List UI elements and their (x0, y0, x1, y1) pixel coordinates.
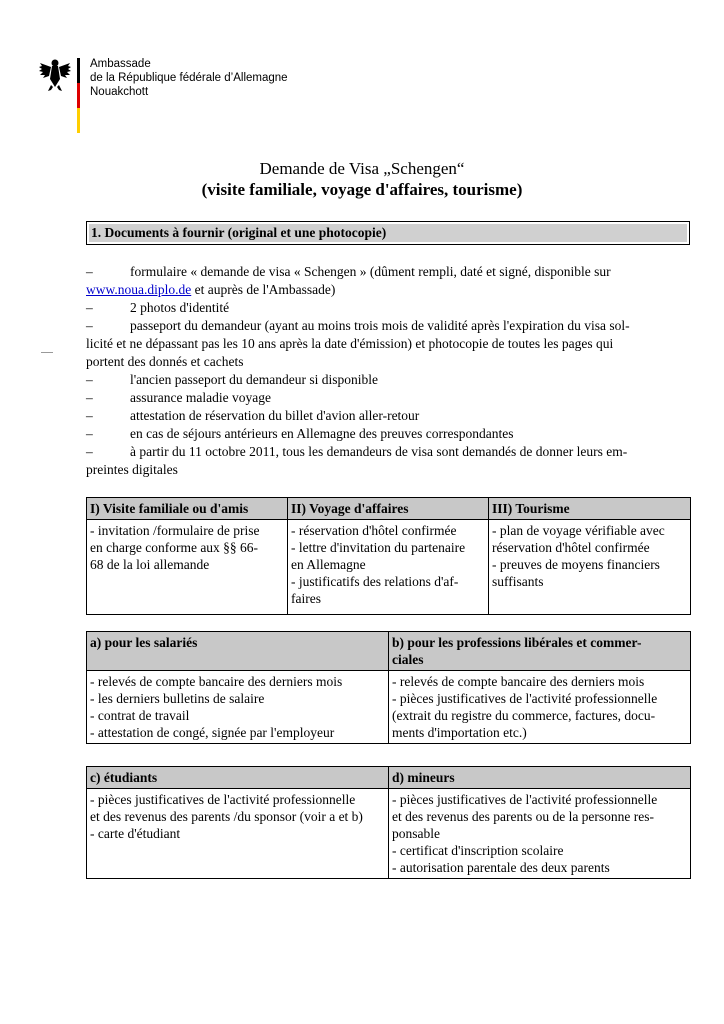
cell-line: - pièces justificatives de l'activité professionnelle (392, 691, 658, 706)
cell-line: - réservation d'hôtel confirmée (291, 523, 457, 538)
table-cell (87, 520, 288, 615)
cell-line: - carte d'étudiant (90, 826, 181, 841)
embassy-name (90, 57, 288, 99)
list-item-continued: preintes digitales (86, 462, 178, 477)
table-header-cell: a) pour les salariés (87, 632, 389, 671)
dash-bullet: – (86, 318, 93, 333)
dash-bullet: – (86, 408, 93, 423)
table-header-cell: d) mineurs (389, 767, 691, 789)
cell-line: et des revenus des parents ou de la personne res- (392, 809, 655, 824)
german-flag-bar (77, 58, 80, 133)
list-item (86, 371, 686, 389)
table-header-row (87, 498, 691, 520)
embassy-line: Nouakchott (90, 86, 149, 98)
table-header-cell: I) Visite familiale ou d'amis (87, 498, 288, 520)
table-header-row (87, 632, 691, 671)
cell-line: réservation d'hôtel confirmée (492, 540, 650, 555)
table-cell (489, 520, 691, 615)
table-row (87, 520, 691, 615)
list-item-text: assurance maladie voyage (130, 390, 271, 405)
cell-line: - preuves de moyens financiers (492, 557, 660, 572)
list-item-continued (86, 281, 686, 299)
cell-line: - lettre d'invitation du partenaire (291, 540, 466, 555)
cell-line: - pièces justificatives de l'activité professionnelle (90, 792, 356, 807)
table-row (87, 671, 691, 744)
cell-line: - les derniers bulletins de salaire (90, 691, 265, 706)
list-item-continued: licité et ne dépassant pas les 10 ans après la date d'émission) et photocopie de toutes les pages qui (86, 336, 614, 351)
dash-bullet: – (86, 300, 93, 315)
cell-line: ponsable (392, 826, 440, 841)
list-item-text: attestation de réservation du billet d'avion aller-retour (130, 408, 420, 423)
table-cell (288, 520, 489, 615)
list-item (86, 389, 686, 407)
cell-line: - autorisation parentale des deux parents (392, 860, 610, 875)
dash-bullet: – (86, 372, 93, 387)
cell-line: en charge conforme aux §§ 66- (90, 540, 259, 555)
list-item (86, 317, 686, 335)
table-header-cell: c) étudiants (87, 767, 389, 789)
section-heading-box (86, 221, 690, 245)
table-header-cell (389, 632, 691, 671)
cell-line: en Allemagne (291, 557, 366, 572)
cell-line: 68 de la loi allemande (90, 557, 210, 572)
header-line: b) pour les professions libérales et commer- (392, 635, 642, 650)
list-item (86, 407, 686, 425)
table-header-cell: II) Voyage d'affaires (288, 498, 489, 520)
margin-mark (41, 352, 53, 353)
embassy-website-link[interactable]: www.noua.diplo.de (86, 282, 192, 297)
list-item-text: formulaire « demande de visa « Schengen » (dûment rempli, daté et signé, disponible sur (130, 264, 611, 279)
list-item-text: et auprès de l'Ambassade) (191, 282, 336, 297)
federal-eagle-icon (38, 57, 72, 93)
documents-list (86, 263, 686, 479)
dash-bullet: – (86, 264, 93, 279)
list-item-text: à partir du 11 octobre 2011, tous les demandeurs de visa sont demandés de donner leurs em- (130, 444, 628, 459)
cell-line: - relevés de compte bancaire des derniers mois (392, 674, 645, 689)
document-title: Demande de Visa „Schengen“ (259, 159, 465, 178)
students-minors-table (86, 766, 691, 879)
table-row (87, 789, 691, 879)
list-item (86, 425, 686, 443)
table-cell (389, 789, 691, 879)
dash-bullet: – (86, 390, 93, 405)
cell-line: - certificat d'inscription scolaire (392, 843, 564, 858)
table-cell (389, 671, 691, 744)
list-item-text: passeport du demandeur (ayant au moins trois mois de validité après l'expiration du visa sol- (130, 318, 630, 333)
cell-line: faires (291, 591, 321, 606)
cell-line: - pièces justificatives de l'activité professionnelle (392, 792, 658, 807)
dash-bullet: – (86, 426, 93, 441)
visa-purpose-table (86, 497, 691, 615)
cell-line: suffisants (492, 574, 544, 589)
cell-line: - attestation de congé, signée par l'employeur (90, 725, 335, 740)
list-item-text: en cas de séjours antérieurs en Allemagne des preuves correspondantes (130, 426, 514, 441)
employment-table (86, 631, 691, 744)
list-item (86, 443, 686, 461)
list-item-text: l'ancien passeport du demandeur si disponible (130, 372, 378, 387)
list-item-continued: portent des donnés et cachets (86, 354, 244, 369)
list-item (86, 263, 686, 281)
cell-line: ments d'importation etc.) (392, 725, 527, 740)
table-header-cell: III) Tourisme (489, 498, 691, 520)
cell-line: - contrat de travail (90, 708, 190, 723)
table-cell (87, 789, 389, 879)
cell-line: - plan de voyage vérifiable avec (492, 523, 665, 538)
embassy-line: Ambassade (90, 58, 151, 70)
cell-line: (extrait du registre du commerce, factures, docu- (392, 708, 656, 723)
cell-line: - justificatifs des relations d'af- (291, 574, 459, 589)
list-item (86, 299, 686, 317)
table-cell (87, 671, 389, 744)
table-header-row (87, 767, 691, 789)
dash-bullet: – (86, 444, 93, 459)
list-item-text: 2 photos d'identité (130, 300, 230, 315)
embassy-line: de la République fédérale d’Allemagne (90, 72, 288, 84)
cell-line: et des revenus des parents /du sponsor (voir a et b) (90, 809, 363, 824)
cell-line: - invitation /formulaire de prise (90, 523, 260, 538)
cell-line: - relevés de compte bancaire des derniers mois (90, 674, 343, 689)
header-line: ciales (392, 652, 424, 667)
section-heading: 1. Documents à fournir (original et une photocopie) (89, 224, 687, 242)
document-subtitle: (visite familiale, voyage d'affaires, tourisme) (201, 180, 523, 199)
